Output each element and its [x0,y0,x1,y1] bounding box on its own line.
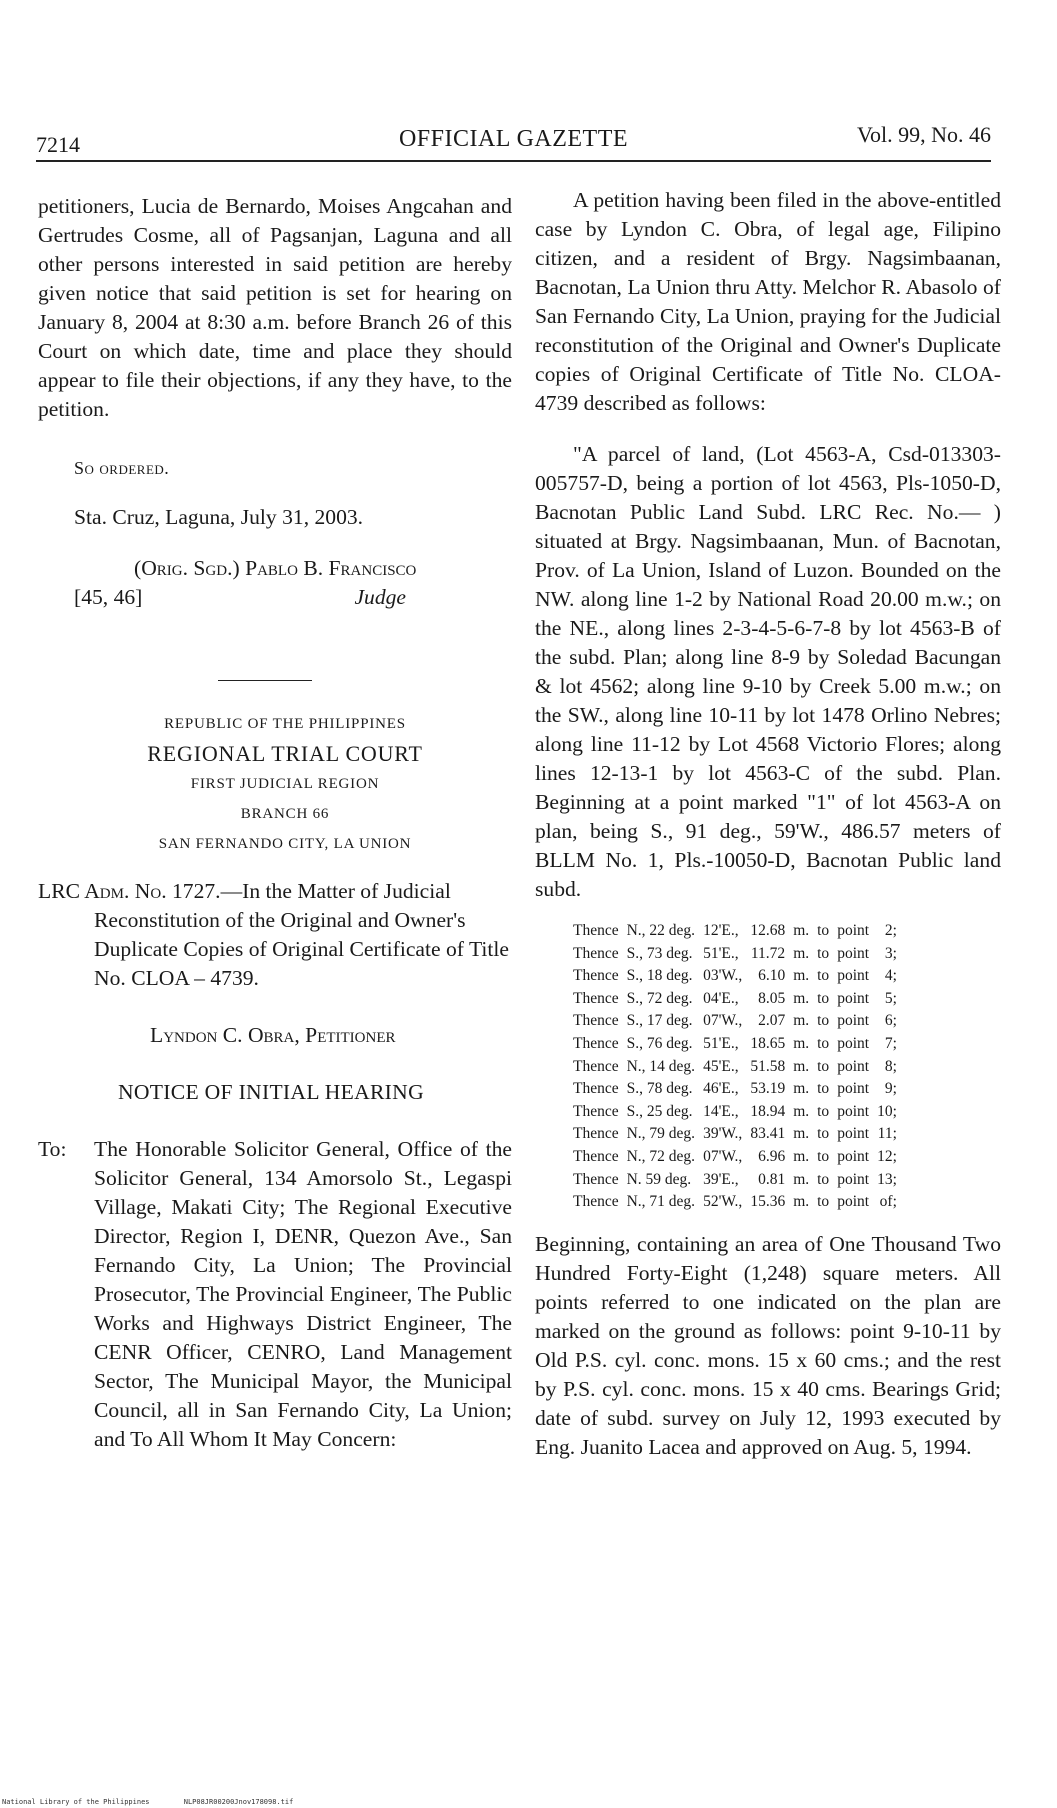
traverse-point: 5; [884,989,897,1007]
traverse-unit: m. [793,1102,810,1120]
traverse-unit: m. [793,1057,810,1075]
place-date: Sta. Cruz, Laguna, July 31, 2003. [74,505,364,529]
traverse-bearing: S., 17 deg. [626,1012,693,1030]
traverse-thence: Thence [573,1170,619,1188]
traverse-row [569,965,901,988]
court-location: SAN FERNANDO CITY, LA UNION [158,836,412,852]
traverse-thence: Thence [573,1102,619,1120]
traverse-row [569,1078,901,1101]
traverse-row [569,943,901,966]
signature-text: (Orig. Sgd.) Pablo B. Francisco [134,556,417,580]
traverse-row [569,1191,901,1214]
volume-number: Vol. 99, No. 46 [856,122,991,147]
traverse-unit: m. [793,1193,810,1211]
traverse-to: to [817,989,830,1007]
traverse-minutes: 46'E., [703,1080,739,1098]
so-ordered: So ordered. [74,458,170,478]
traverse-unit: m. [793,1012,810,1030]
traverse-unit: m. [793,1125,810,1143]
traverse-minutes: 14'E., [703,1102,739,1120]
left-column [38,192,512,1454]
traverse-point-label: point [837,1170,870,1188]
traverse-minutes: 39'W., [703,1125,743,1143]
traverse-thence: Thence [573,1193,619,1211]
traverse-to: to [817,1193,830,1211]
traverse-distance: 18.94 [750,1102,786,1120]
traverse-distance: 6.96 [758,1147,786,1165]
traverse-bearing: S., 18 deg. [626,967,693,985]
traverse-bearing: S., 73 deg. [626,944,693,962]
traverse-minutes: 03'W., [703,967,743,985]
traverse-row [569,1010,901,1033]
traverse-to: to [817,1170,830,1188]
traverse-bearing: S., 76 deg. [626,1034,693,1052]
traverse-point-label: point [837,1080,870,1098]
traverse-point: 6; [884,1012,897,1030]
publication-title: OFFICIAL GAZETTE [398,126,629,152]
traverse-point: 3; [884,944,897,962]
traverse-point-label: point [837,944,870,962]
signature [134,554,512,583]
traverse-thence: Thence [573,1125,619,1143]
court-republic: REPUBLIC OF THE PHILIPPINES [164,716,406,732]
traverse-thence: Thence [573,989,619,1007]
traverse-row [569,920,901,943]
traverse-bearing: S., 72 deg. [626,989,693,1007]
traverse-minutes: 52'W., [703,1193,743,1211]
traverse-to: to [817,1057,830,1075]
court-name: REGIONAL TRIAL COURT [147,741,423,766]
petitioner: Lyndon C. Obra, Petitioner [150,1023,396,1047]
traverse-to: to [817,967,830,985]
notice-title: NOTICE OF INITIAL HEARING [118,1080,424,1104]
traverse-thence: Thence [573,944,619,962]
traverse-point: 12; [877,1147,897,1165]
section-divider [218,680,312,681]
case-title: —In the Matter of Judicial Reconstitution of the Original and Owner's Duplicate Copies of Original Certificate of Title No. CLOA – 4739. [94,879,509,990]
traverse-unit: m. [793,1147,810,1165]
traverse-distance: 83.41 [750,1125,786,1143]
right-column [535,186,1001,1462]
traverse-distance: 0.81 [758,1170,786,1188]
to-label: To: [38,1137,67,1161]
traverse-point-label: point [837,1193,870,1211]
traverse-to: to [817,1080,830,1098]
traverse-point-label: point [837,1125,870,1143]
land-description: "A parcel of land, (Lot 4563-A, Csd-013303-005757-D, being a portion of lot 4563, Pls-1050-D, Bacnotan Public Land Subd. LRC Rec. No.— ) situated at Brgy. Nagsimbaanan, Mun. of Bacnotan, Prov. of La Union, Island of Luzon. Bounded on the NW. along line 1-2 by National Road 20.00 m.w.; on the NE., along lines 2-3-4-5-6-7-8 by lot 4563-B of the subd. Plan; along line 8-9 by Soledad Bacungan & lot 4562; along line 9-10 by Creek 5.00 m.w.; on the SW., along line 10-11 by lot 1478 Orlino Nebres; along line 11-12 by Lot 4568 Victorio Flores; along lines 12-13-1 by lot 4563-C of the subd. Plan. Beginning at a point marked "1" of lot 4563-A on plan, being S., 91 deg., 59'W., 486.57 meters of BLLM No. 1, Pls.-10050-D, Bacnotan Public land subd. [535,442,1001,901]
traverse-bearing: N., 22 deg. [626,922,696,939]
traverse-distance: 51.58 [750,1057,786,1075]
traverse-bearing: N., 79 deg. [626,1125,696,1143]
traverse-point: 4; [884,967,897,985]
traverse-bearing: S., 25 deg. [626,1102,693,1120]
traverse-point: 9; [884,1080,897,1098]
traverse-unit: m. [793,1080,810,1098]
traverse-thence: Thence [573,967,619,985]
traverse-bearing: N., 71 deg. [626,1193,696,1211]
traverse-unit: m. [793,967,810,985]
traverse-distance: 8.05 [758,989,786,1007]
traverse-distance: 15.36 [750,1193,786,1211]
traverse-point: of; [879,1193,897,1211]
traverse-distance: 53.19 [750,1080,786,1098]
traverse-thence: Thence [573,1012,619,1030]
traverse-row [569,1169,901,1192]
traverse-bearing: N., 72 deg. [626,1147,696,1165]
traverse-thence: Thence [573,1080,619,1098]
addressee-list: The Honorable Solicitor General, Office of the Solicitor General, 134 Amorsolo St., Legaspi Village, Makati City; The Regional Executive Director, Region I, DENR, Quezon Ave., San Fernando City, La Union; The Provincial Prosecutor, The Provincial Engineer, The Public Works and Highways District Engineer, The CENR Officer, CENRO, Land Management Sector, The Municipal Mayor, the Municipal Council, all in San Fernando City, La Union; and To All Whom It May Concern: [94,1137,512,1451]
opening-paragraph: petitioners, Lucia de Bernardo, Moises Angcahan and Gertrudes Cosme, all of Pagsanjan, Laguna and all other persons interested in said petition are hereby given notice that said petition is set for hearing on January 8, 2004 at 8:30 a.m. before Branch 26 of this Court on which date, time and place they should appear to file their objections, if any they have, to the petition. [38,194,512,421]
traverse-to: to [817,944,830,962]
traverse-to: to [817,1102,830,1120]
traverse-point-label: point [837,1012,870,1030]
case-number: LRC Adm. No. 1727. [38,879,221,903]
traverse-thence: Thence [573,1034,619,1052]
traverse-distance: 6.10 [758,967,786,985]
traverse-point: 11; [877,1125,897,1143]
traverse-minutes: 39'E., [703,1170,739,1188]
traverse-thence: Thence [573,1057,619,1075]
page-number: 7214 [36,132,80,157]
closing-paragraph: Beginning, containing an area of One Thousand Two Hundred Forty-Eight (1,248) square meters. All points referred to one indicated on the plan are marked on the ground as follows: point 9-10-11 by Old P.S. cyl. conc. mons. 15 x 60 cms.; and the rest by P.S. cyl. conc. mons. 15 x 40 cms. Bearings Grid; date of subd. survey on July 12, 1993 executed by Eng. Juanito Lacea and approved on Aug. 5, 1994. [535,1231,1001,1459]
traverse-point: 13; [877,1170,897,1188]
traverse-minutes: 04'E., [703,989,739,1007]
footer-file: NLP08JR00200Jnov178098.tif [183,1798,294,1806]
traverse-row [569,1056,901,1079]
traverse-to: to [817,1147,830,1165]
traverse-point-label: point [837,922,870,939]
traverse-row [569,988,901,1011]
traverse-distance: 2.07 [758,1012,786,1030]
header-rule [36,160,991,162]
signatory-title: Judge [354,585,406,609]
traverse-unit: m. [793,1170,810,1188]
traverse-bearing: N. 59 deg. [626,1170,692,1188]
court-heading [58,709,512,859]
footer-library: National Library of the Philippines [2,1798,150,1806]
traverse-unit: m. [793,989,810,1007]
traverse-point-label: point [837,967,870,985]
traverse-minutes: 45'E., [703,1057,739,1075]
traverse-unit: m. [793,922,810,939]
traverse-unit: m. [793,1034,810,1052]
traverse-point: 8; [884,1057,897,1075]
signature-footer [38,583,512,612]
traverse-minutes: 51'E., [703,1034,739,1052]
traverse-point-label: point [837,1102,870,1120]
traverse-distance: 18.65 [750,1034,786,1052]
traverse-row [569,1101,901,1124]
traverse-to: to [817,1034,830,1052]
petition-intro: A petition having been filed in the above-entitled case by Lyndon C. Obra, of legal age, Filipino citizen, and a resident of Brgy. Nagsimbaanan, Bacnotan, La Union thru Atty. Melchor R. Abasolo of San Fernando City, La Union, praying for the Judicial reconstitution of the Original and Owner's Duplicate copies of Original Certificate of Title No. CLOA-4739 described as follows: [535,188,1001,415]
traverse-minutes: 07'W., [703,1147,743,1165]
traverse-bearing: N., 14 deg. [626,1057,696,1075]
traverse-thence: Thence [573,922,619,939]
traverse-point: 2; [884,922,897,939]
traverse-to: to [817,1125,830,1143]
traverse-point-label: point [837,1057,870,1075]
addressees [38,1135,512,1454]
scan-footer [2,1798,323,1806]
traverse-point: 7; [884,1034,897,1052]
traverse-point-label: point [837,1034,870,1052]
traverse-point-label: point [837,1147,870,1165]
traverse-thence: Thence [573,1147,619,1165]
traverse-to: to [817,1012,830,1030]
issue-reference: [45, 46] [74,585,143,609]
traverse-unit: m. [793,944,810,962]
court-region: FIRST JUDICIAL REGION [190,776,380,792]
traverse-distance: 11.72 [750,944,786,962]
traverse-row [569,1123,901,1146]
traverse-row [569,1146,901,1169]
traverse-point-label: point [837,989,870,1007]
traverse-table [569,920,901,1214]
case-heading [38,877,512,993]
traverse-row [569,1033,901,1056]
traverse-distance: 12.68 [750,922,786,939]
court-branch: BRANCH 66 [240,806,330,822]
traverse-bearing: S., 78 deg. [626,1080,693,1098]
page-header [36,122,991,158]
traverse-minutes: 07'W., [703,1012,743,1030]
traverse-minutes: 51'E., [703,944,739,962]
traverse-point: 10; [877,1102,897,1120]
traverse-minutes: 12'E., [703,922,739,939]
traverse-to: to [817,922,830,939]
